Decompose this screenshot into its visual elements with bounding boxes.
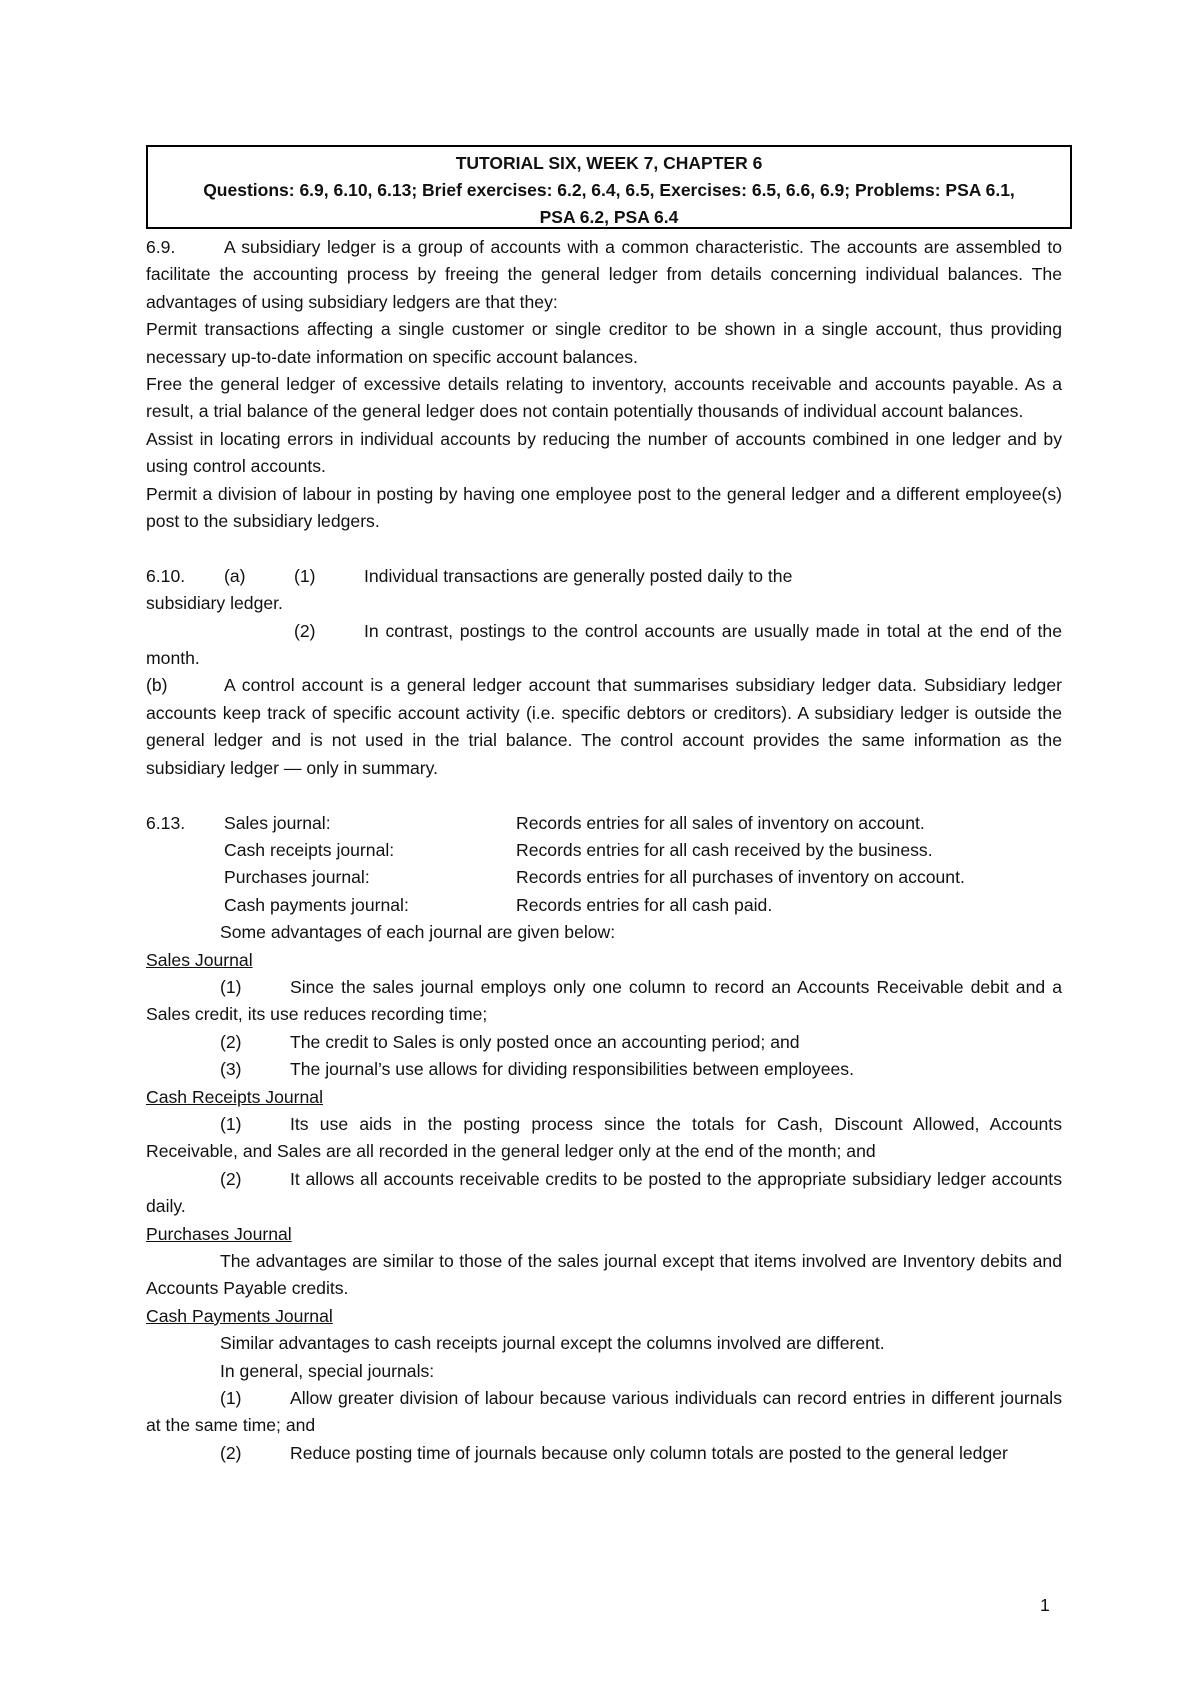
- item-text: Reduce posting time of journals because only column totals are posted to the general ledger: [290, 1442, 1008, 1463]
- cash-receipts-heading: Cash Receipts Journal: [146, 1086, 324, 1107]
- part-label: (a): [224, 565, 246, 586]
- list-item: [146, 1166, 1062, 1221]
- item-text: Its use aids in the posting process since the totals for Cash, Discount Allowed, Accounts Receivable, and Sales are all recorded in the general ledger only at the end of the month; and: [146, 1113, 1062, 1162]
- advantages-intro: Some advantages of each journal are given below:: [220, 922, 616, 943]
- item-text: It allows all accounts receivable credits to be posted to the appropriate subsidiary ledger accounts daily.: [146, 1168, 1062, 1217]
- item-label: (1): [220, 1388, 242, 1409]
- document-body: [146, 234, 1062, 1467]
- q610-a1: [146, 563, 1062, 590]
- q69-point-1: Permit transactions affecting a single customer or single creditor to be shown in a single account, thus providing necessary up-to-date information on specific account balances.: [146, 319, 1062, 367]
- questions-line-2: PSA 6.2, PSA 6.4: [539, 207, 679, 227]
- journal-desc: Records entries for all sales of inventory on account.: [516, 812, 925, 833]
- journal-name: Cash receipts journal:: [224, 839, 395, 860]
- item-label: (1): [220, 976, 242, 997]
- item-label: (1): [220, 1113, 242, 1134]
- item-label: (3): [220, 1059, 242, 1080]
- question-number: 6.9.: [146, 237, 176, 257]
- item-label: (2): [294, 620, 316, 641]
- q69-point-2: Free the general ledger of excessive details relating to inventory, accounts receivable and accounts payable. As a result, a trial balance of the general ledger does not contain potentially thousands of individual account balances.: [146, 374, 1062, 422]
- journal-desc: Records entries for all cash paid.: [516, 894, 773, 915]
- q610-a2-text: In contrast, postings to the control accounts are usually made in total at the end of the month.: [146, 620, 1062, 669]
- question-number: 6.13.: [146, 812, 186, 833]
- item-text: Allow greater division of labour because various individuals can record entries in different journals at the same time; and: [146, 1388, 1062, 1436]
- q610-b: [146, 672, 1062, 782]
- questions-line-1: Questions: 6.9, 6.10, 6.13; Brief exercises: 6.2, 6.4, 6.5, Exercises: 6.5, 6.6, 6.9; Problems: PSA 6.1,: [203, 180, 1015, 200]
- q69-point-4: Permit a division of labour in posting by having one employee post to the general ledger and a different employee(s) post to the subsidiary ledgers.: [146, 483, 1062, 532]
- part-label: (b): [146, 675, 168, 696]
- cash-payments-text: Similar advantages to cash receipts journal except the columns involved are different.: [220, 1333, 885, 1354]
- q69-intro-text: A subsidiary ledger is a group of accounts with a common characteristic. The accounts are assembled to facilitate the accounting process by freeing the general ledger from details concerning individual balances. The advantages of using subsidiary ledgers are that they:: [146, 237, 1062, 312]
- list-item: [146, 1056, 1062, 1083]
- purchases-text: [146, 1248, 1062, 1303]
- list-item: [146, 1029, 1062, 1056]
- journal-name: Purchases journal:: [224, 867, 370, 888]
- journal-name: Cash payments journal:: [224, 894, 409, 915]
- question-number: 6.10.: [146, 565, 186, 586]
- tutorial-header-box: [146, 145, 1072, 229]
- list-item: [146, 1440, 1062, 1467]
- item-text: Since the sales journal employs only one column to record an Accounts Receivable debit and a Sales credit, its use reduces recording time;: [146, 976, 1062, 1025]
- journal-row: [146, 837, 1062, 864]
- q69-point-3: Assist in locating errors in individual accounts by reducing the number of accounts combined in one ledger and by using control accounts.: [146, 428, 1062, 477]
- item-label: (2): [220, 1442, 242, 1463]
- list-item: [146, 1111, 1062, 1166]
- general-intro: In general, special journals:: [220, 1360, 435, 1381]
- item-text: The journal’s use allows for dividing responsibilities between employees.: [290, 1059, 854, 1080]
- cash-payments-heading: Cash Payments Journal: [146, 1305, 333, 1326]
- journal-desc: Records entries for all cash received by the business.: [516, 839, 933, 860]
- q610-a1-line2: subsidiary ledger.: [146, 593, 283, 614]
- purchases-journal-heading: Purchases Journal: [146, 1223, 292, 1244]
- list-item: [146, 1385, 1062, 1440]
- journal-row: [146, 892, 1062, 919]
- journal-row: [146, 864, 1062, 891]
- journal-desc: Records entries for all purchases of inventory on account.: [516, 867, 965, 888]
- q610-a2: [146, 618, 1062, 673]
- item-label: (2): [220, 1168, 242, 1189]
- q610-b-text: A control account is a general ledger account that summarises subsidiary ledger data. Subsidiary ledger accounts keep track of specific account activity (i.e. specific debtors or creditors). A subsidiary ledger is outside the general ledger and is not used in the trial balance. The control account provides the same information as the subsidiary ledger — only in summary.: [146, 675, 1062, 778]
- item-label: (2): [220, 1031, 242, 1052]
- item-text: The advantages are similar to those of the sales journal except that items involved are Inventory debits and Accounts Payable credits.: [146, 1251, 1062, 1299]
- journal-row: [146, 810, 1062, 837]
- item-label: (1): [294, 565, 316, 586]
- sales-journal-heading: Sales Journal: [146, 949, 253, 970]
- page-number: 1: [1040, 1595, 1050, 1615]
- journal-name: Sales journal:: [224, 812, 331, 833]
- q610-a1-line1: Individual transactions are generally posted daily to the: [364, 565, 793, 586]
- q69-intro: [146, 234, 1062, 316]
- list-item: [146, 974, 1062, 1029]
- tutorial-title: TUTORIAL SIX, WEEK 7, CHAPTER 6: [455, 153, 763, 173]
- item-text: The credit to Sales is only posted once an accounting period; and: [290, 1031, 800, 1052]
